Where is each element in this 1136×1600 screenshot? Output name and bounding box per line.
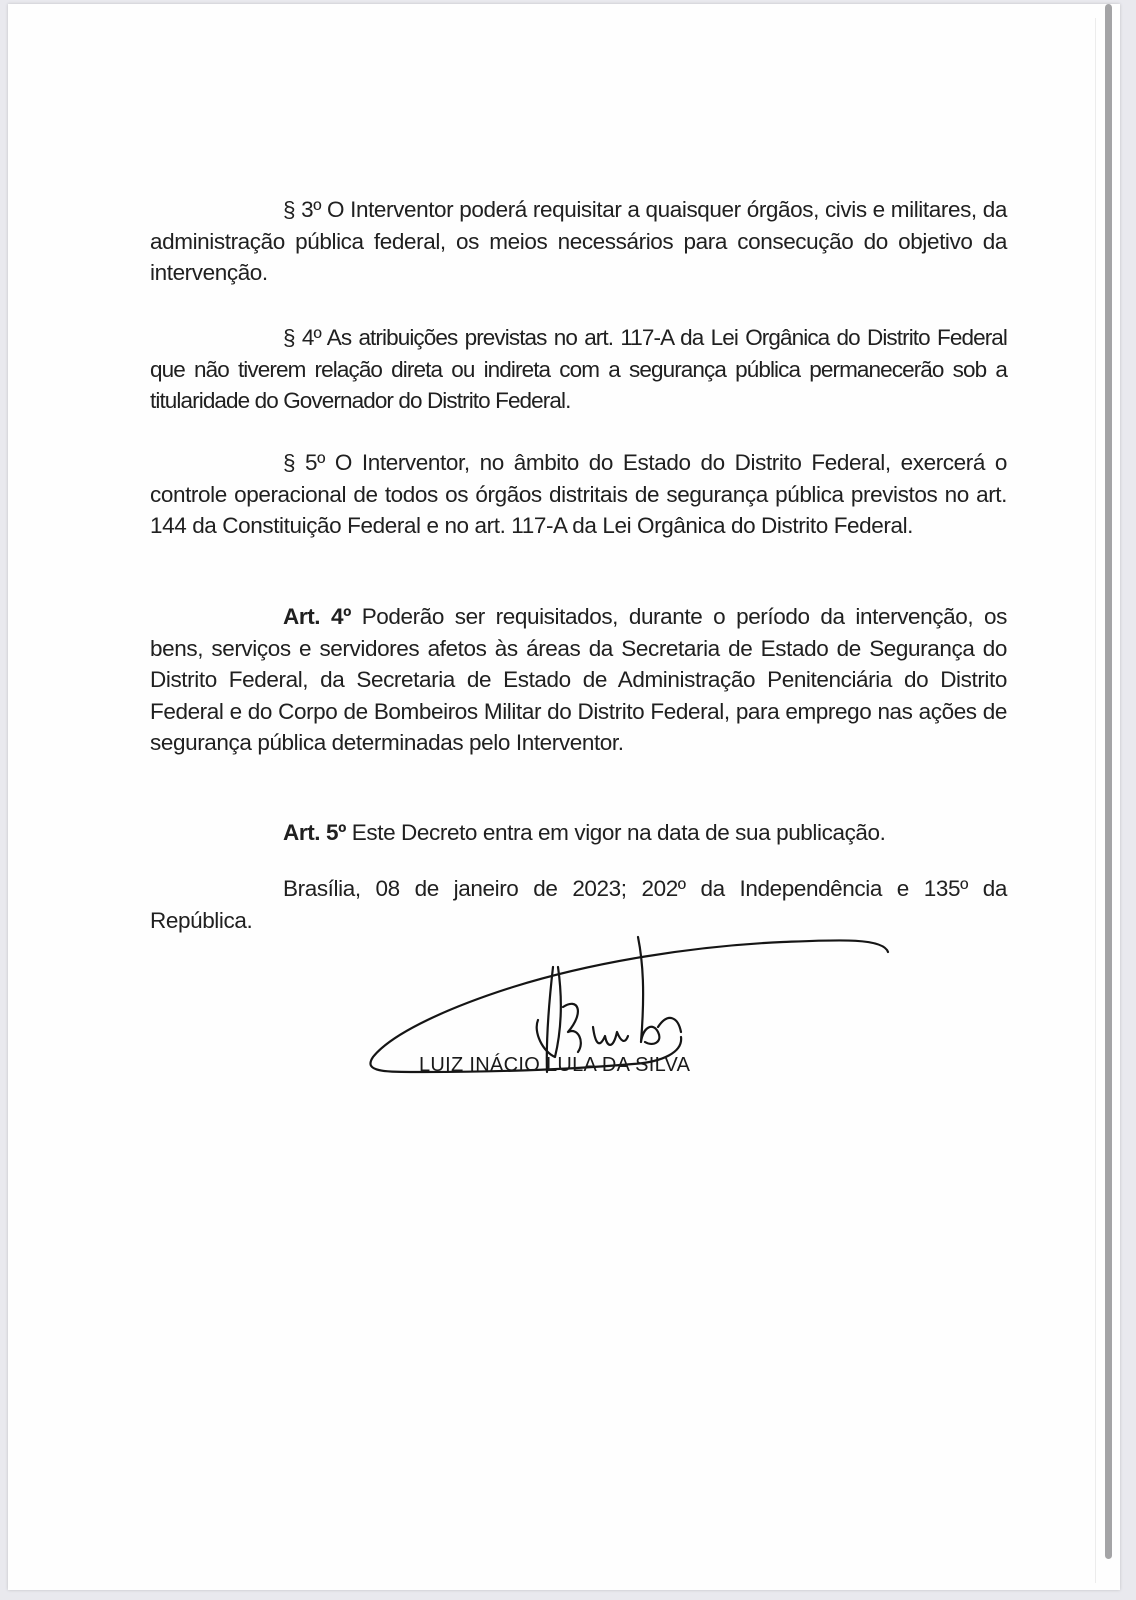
date-text: Brasília, 08 de janeiro de 2023; 202º da Independência e 135º da República.	[150, 876, 1007, 933]
paragraph-text: § 3º O Interventor poderá requisitar a quaisquer órgãos, civis e militares, da administração pública federal, os meios necessários para consecução do objetivo da intervenção.	[150, 197, 1007, 285]
article-text: Este Decreto entra em vigor na data de sua publicação.	[345, 820, 886, 845]
paragraph-5	[150, 447, 1007, 542]
paragraph-text: § 4º As atribuições previstas no art. 117-A da Lei Orgânica do Distrito Federal que não tiverem relação direta ou indireta com a segurança pública permanecerão sob a titularidade do Governador do Distrito Federal.	[150, 325, 1007, 413]
article-label: Art. 5º	[283, 820, 346, 845]
document-page	[8, 4, 1120, 1590]
paragraph-3	[150, 194, 1007, 289]
article-text: Poderão ser requisitados, durante o período da intervenção, os bens, serviços e servidores afetos às áreas da Secretaria de Estado de Segurança do Distrito Federal, da Secretaria de Estado de Administração Penitenciária do Distrito Federal e do Corpo de Bombeiros Militar do Distrito Federal, para emprego nas ações de segurança pública determinadas pelo Interventor.	[150, 604, 1007, 755]
paragraph-4	[150, 322, 1007, 417]
paragraph-text: § 5º O Interventor, no âmbito do Estado do Distrito Federal, exercerá o controle operacional de todos os órgãos distritais de segurança pública previstos no art. 144 da Constituição Federal e no art. 117-A da Lei Orgânica do Distrito Federal.	[150, 450, 1007, 538]
article-5	[150, 817, 1007, 849]
date-place-line	[150, 873, 1007, 936]
signer-name: LUIZ INÁCIO LULA DA SILVA	[419, 1054, 691, 1076]
article-label: Art. 4º	[283, 604, 351, 629]
article-4	[150, 601, 1007, 759]
vertical-scrollbar[interactable]	[1105, 4, 1112, 1559]
page-edge-divider	[1095, 18, 1096, 1583]
